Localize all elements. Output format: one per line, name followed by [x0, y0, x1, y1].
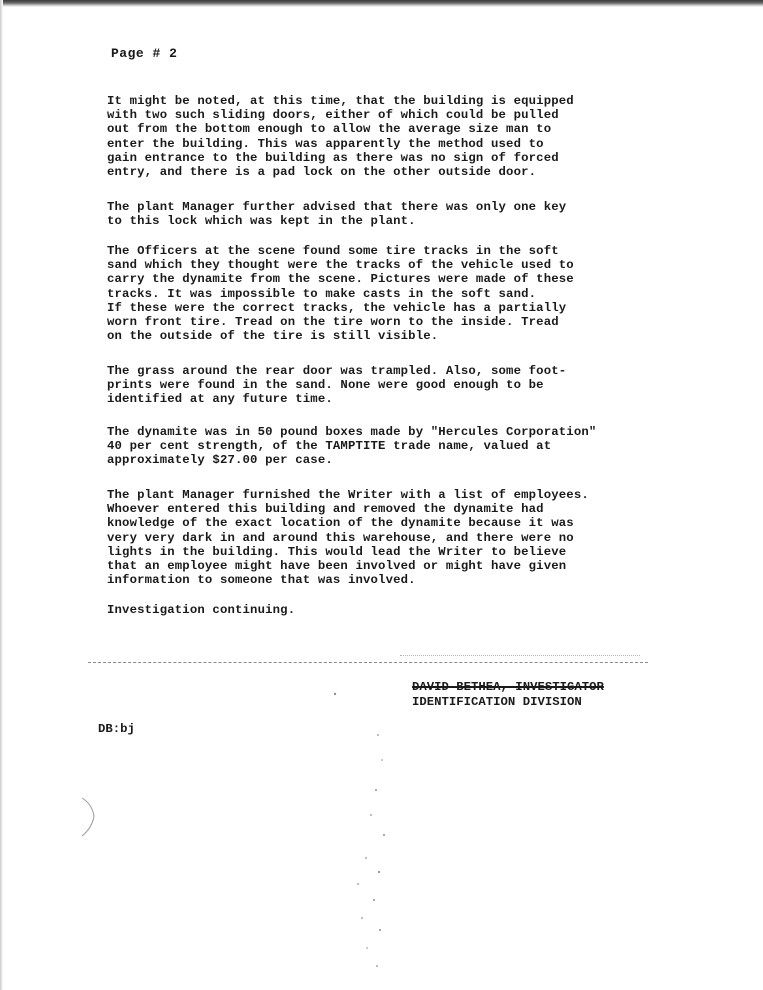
- margin-mark: [82, 798, 94, 836]
- paragraph-tire-tracks: The Officers at the scene found some tire tracks in the soft sand which they thought were the tracks of the vehicle used to carry the dynamite from the scene. Pictures were made of these tracks. It was impossible to make casts in the soft sand. If these were the correct tracks, the vehicle has a partially worn front tire. Tread on the tire worn to the inside. Tread on the outside of the tire is still visible.: [107, 244, 574, 344]
- paragraph-key: The plant Manager further advised that there was only one key to this lock which was kept in the plant.: [107, 200, 567, 229]
- page-number: Page # 2: [111, 46, 178, 61]
- typist-initials: DB:bj: [98, 722, 135, 736]
- scan-left-edge: [0, 0, 3, 990]
- paragraph-sliding-doors: It might be noted, at this time, that the building is equipped with two such sliding doors, either of which could be pulled out from the bottom enough to allow the average size man to enter the building. This was apparently the method used to gain entrance to the building as there was no sign of forced entry, and there is a pad lock on the other outside door.: [107, 94, 574, 180]
- signature-rule-faint: [400, 655, 640, 656]
- faint-specks: [334, 693, 385, 967]
- paragraph-dynamite-boxes: The dynamite was in 50 pound boxes made by "Hercules Corporation" 40 per cent strength, of the TAMPTITE trade name, valued at approximately $27.00 per case.: [107, 425, 597, 468]
- signature-name: DAVID BETHEA, INVESTIGATOR: [412, 680, 604, 694]
- scan-top-edge: [0, 0, 763, 7]
- signature-block: [412, 680, 604, 710]
- paragraph-investigation-status: Investigation continuing.: [107, 603, 296, 617]
- paragraph-employees: The plant Manager furnished the Writer with a list of employees. Whoever entered this building and removed the dynamite had knowledge of the exact location of the dynamite because it was very very dark in and around this warehouse, and there were no lights in the building. This would lead the Writer to believe that an employee might have been involved or might have given information to someone that was involved.: [107, 488, 589, 588]
- paragraph-footprints: The grass around the rear door was trampled. Also, some foot- prints were found in the sand. None were good enough to be identified at any future time.: [107, 364, 567, 407]
- signature-division: IDENTIFICATION DIVISION: [412, 695, 582, 709]
- signature-rule: [88, 662, 648, 663]
